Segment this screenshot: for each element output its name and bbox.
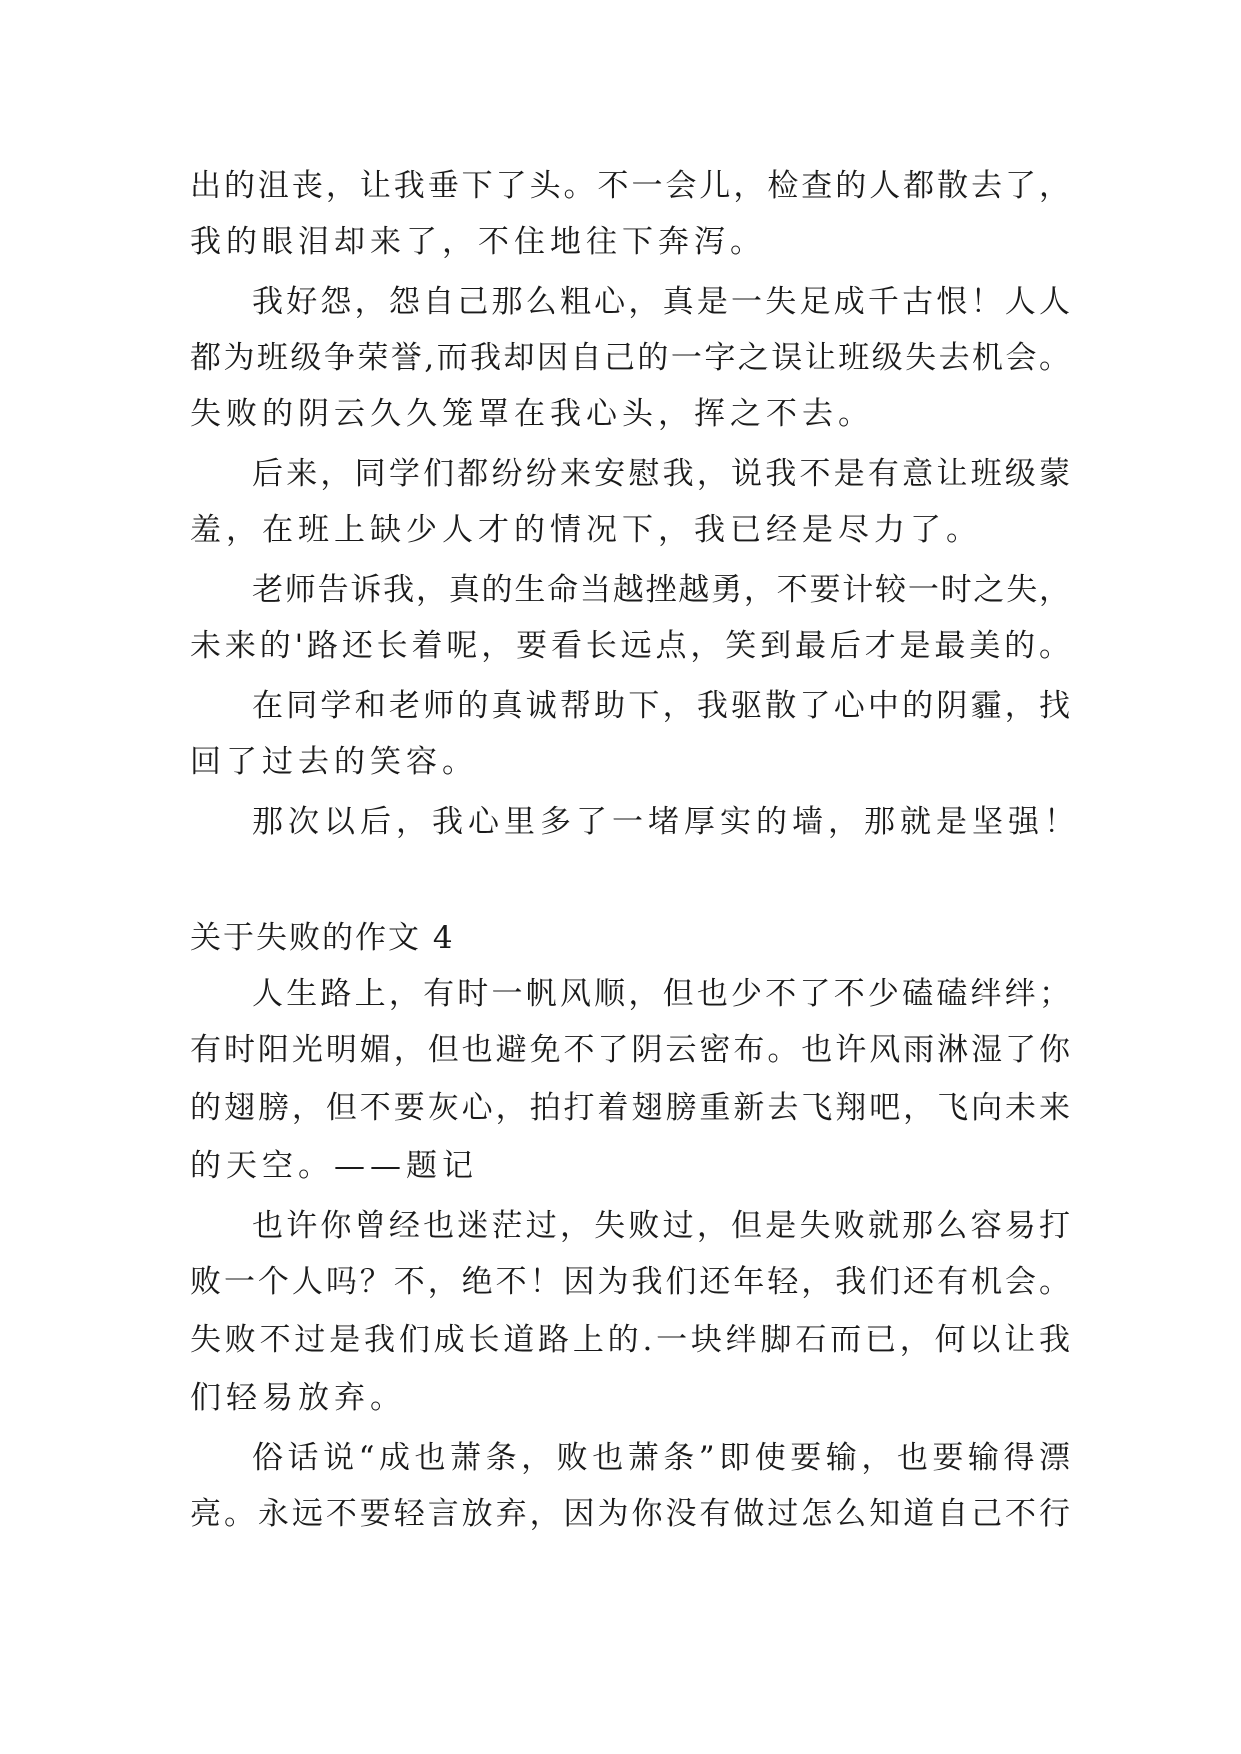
paragraph-first-line: 那次以后，我心里多了一堵厚实的墙，那就是坚强！ [252, 804, 1080, 840]
paragraph-first-line: 人生路上，有时一帆风顺，但也少不了不少磕磕绊绊； [252, 976, 1070, 1012]
text-line: 出的沮丧，让我垂下了头。不一会儿，检查的人都散去了， [190, 168, 1070, 204]
text-line: 亮。永远不要轻言放弃，因为你没有做过怎么知道自己不行 [190, 1496, 1070, 1532]
paragraph-first-line: 也许你曾经也迷茫过，失败过，但是失败就那么容易打 [252, 1208, 1070, 1244]
text-line: 回了过去的笑容。 [190, 744, 478, 780]
text-line: 失败的阴云久久笼罩在我心头，挥之不去。 [190, 396, 874, 432]
paragraph-first-line: 后来，同学们都纷纷来安慰我，说我不是有意让班级蒙 [252, 456, 1070, 492]
text-line: 的天空。——题记 [190, 1148, 478, 1184]
text-line: 失败不过是我们成长道路上的.一块绊脚石而已，何以让我 [190, 1322, 1070, 1358]
paragraph-first-line: 我好怨，怨自己那么粗心，真是一失足成千古恨！人人 [252, 284, 1070, 320]
text-line: 我的眼泪却来了，不住地往下奔泻。 [190, 224, 766, 260]
paragraph-first-line: 在同学和老师的真诚帮助下，我驱散了心中的阴霾，找 [252, 688, 1070, 724]
text-line: 未来的'路还长着呢，要看长远点，笑到最后才是最美的。 [190, 628, 1070, 664]
text-line: 们轻易放弃。 [190, 1380, 406, 1416]
text-line: 败一个人吗？不，绝不！因为我们还年轻，我们还有机会。 [190, 1264, 1070, 1300]
paragraph-first-line: 俗话说“成也萧条，败也萧条”即使要输，也要输得漂 [252, 1440, 1070, 1476]
section-heading: 关于失败的作文 4 [190, 920, 455, 956]
paragraph-first-line: 老师告诉我，真的生命当越挫越勇，不要计较一时之失， [252, 572, 1070, 608]
text-line: 的翅膀，但不要灰心，拍打着翅膀重新去飞翔吧，飞向未来 [190, 1090, 1070, 1126]
text-line: 有时阳光明媚，但也避免不了阴云密布。也许风雨淋湿了你 [190, 1032, 1070, 1068]
text-line: 羞，在班上缺少人才的情况下，我已经是尽力了。 [190, 512, 982, 548]
text-line: 都为班级争荣誉,而我却因自己的一字之误让班级失去机会。 [190, 340, 1070, 376]
